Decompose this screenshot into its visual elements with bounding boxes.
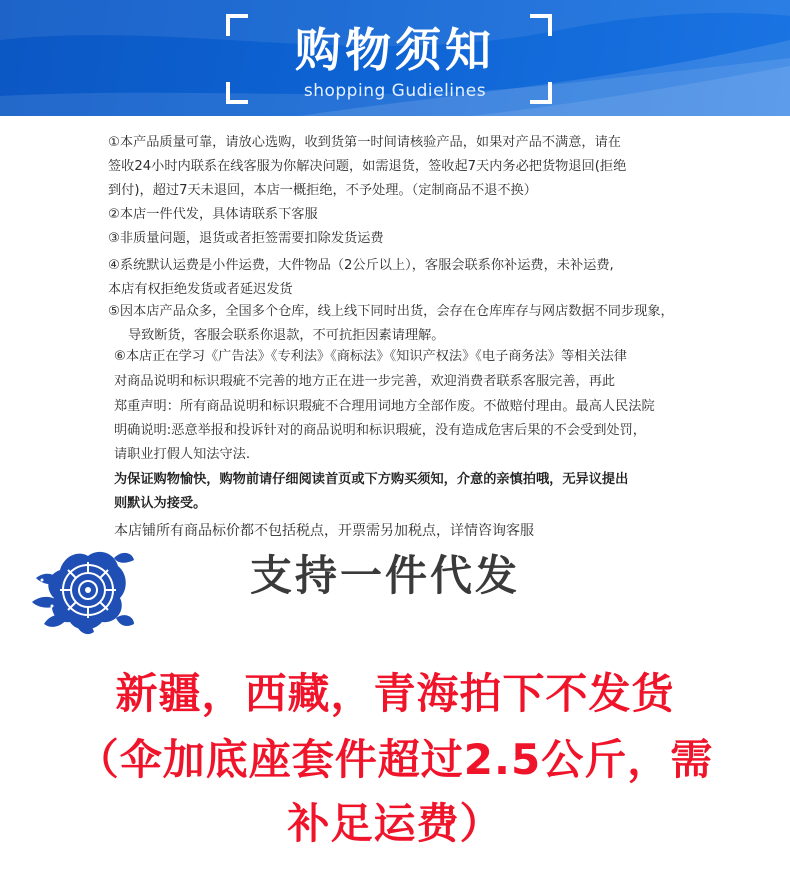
notice-line: 到付)，超过7天未退回，本店一概拒绝，不予处理。（定制商品不退不换） [108, 183, 537, 198]
notice-line: 郑重声明：所有商品说明和标识瑕疵不合理用词地方全部作废。不做赔付理由。最高人民法院 [114, 399, 655, 414]
banner-subtitle: shopping Gudielines [303, 81, 487, 101]
notice-bold-line: 则默认为接受。 [114, 496, 207, 511]
notice-line: 签收24小时内联系在线客服为你解决问题，如需退货，签收起7天内务必把货物退回(拒绝 [108, 159, 627, 174]
notice-line: 请职业打假人知法守法. [114, 447, 251, 462]
notice-line: 对商品说明和标识瑕疵不完善的地方正在进一步完善，欢迎消费者联系客服完善，再此 [114, 374, 616, 389]
support-title: 支持一件代发 [250, 551, 521, 600]
peony-papercut-icon [30, 540, 136, 636]
notice-line: ④系统默认运费是小件运费，大件物品（2公斤以上），客服会联系你补运费，未补运费, [108, 258, 614, 273]
notice-line: ⑤因本店产品众多，全国多个仓库，线上线下同时出货，会存在仓库库存与网店数据不同步现象， [108, 304, 674, 319]
notice-line: 导致断货，客服会联系你退款，不可抗拒因素请理解。 [128, 328, 445, 343]
notice-line: ③非质量问题，退货或者拒签需要扣除发货运费 [108, 231, 384, 246]
notice-line: 本店有权拒绝发货或者延迟发货 [108, 282, 293, 297]
notice-line: ⑥本店正在学习《广告法》《专利法》《商标法》《知识产权法》《电子商务法》等相关法律 [114, 349, 627, 364]
shipping-notice-line: 补足运费） [287, 799, 503, 848]
notice-line: ②本店一件代发，具体请联系下客服 [108, 207, 318, 222]
tax-notice: 本店铺所有商品标价都不包括税点，开票需另加税点，详情咨询客服 [114, 523, 534, 539]
notice-line: 明确说明:恶意举报和投诉针对的商品说明和标识瑕疵，没有造成危害后果的不会受到处罚， [114, 423, 646, 438]
shipping-notice-line: （伞加底座套件超过2.5公斤，需 [76, 735, 714, 784]
notice-line: ①本产品质量可靠，请放心选购，收到货第一时间请核验产品，如果对产品不满意，请在 [108, 135, 621, 150]
notice-bold-line: 为保证购物愉快，购物前请仔细阅读首页或下方购买须知，介意的亲慎拍哦，无异议提出 [114, 472, 629, 487]
header-banner [0, 0, 790, 116]
banner-title: 购物须知 [295, 23, 495, 77]
shipping-notice-line: 新疆，西藏，青海拍下不发货 [115, 669, 675, 718]
